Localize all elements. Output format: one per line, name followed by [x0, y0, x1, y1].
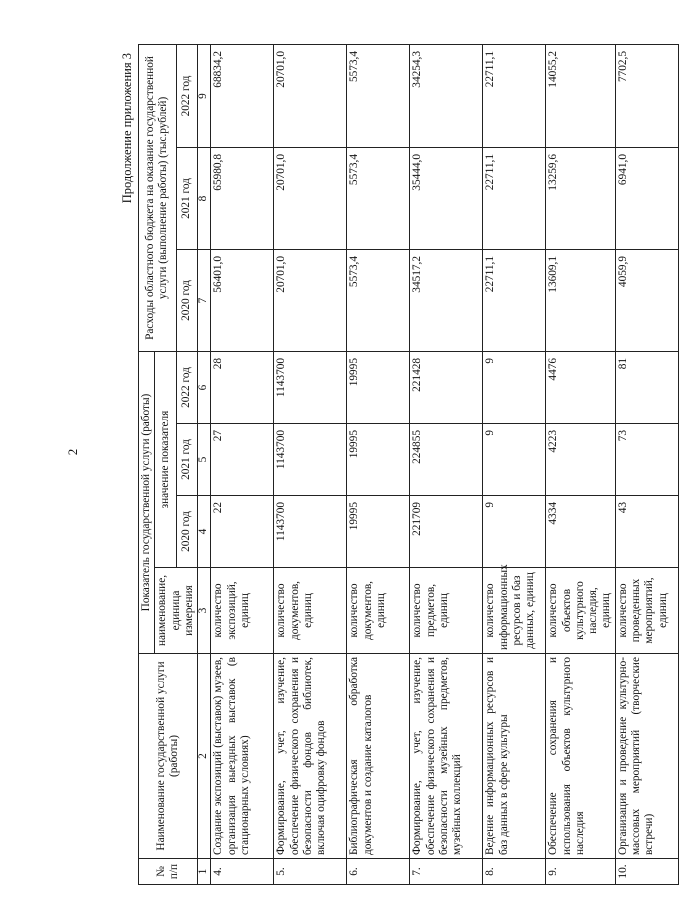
value-2020: 9 [483, 496, 546, 568]
expense-2022: 22711,1 [483, 44, 546, 147]
header-value-2022: 2022 год [176, 351, 198, 423]
header-indicator-value: значение показателя [155, 351, 176, 567]
header-num: № п/п [139, 859, 198, 885]
table-row [211, 44, 274, 884]
expense-2022: 5573,4 [347, 44, 410, 147]
indicator-unit: количество экспозиций, единиц [211, 568, 274, 654]
column-index: 9 [198, 44, 211, 147]
value-2020: 4334 [546, 496, 616, 568]
expense-2020: 5573,4 [347, 249, 410, 351]
column-index: 3 [198, 568, 211, 654]
service-name: Формирование, учет, изучение, обеспечение физического сохранения и безопасности музейных предметов, музейных коллекций [410, 654, 483, 859]
header-expense-2021: 2021 год [176, 147, 198, 249]
service-name: Организация и проведение культурно-массовых мероприятий (творческие встречи) [615, 654, 678, 859]
expense-2021: 35444,0 [410, 147, 483, 249]
expense-2021: 20701,0 [274, 147, 347, 249]
expense-2022: 14055,2 [546, 44, 616, 147]
header-expense-2020: 2020 год [176, 249, 198, 351]
service-name: Создание экспозиций (выставок) музеев, организация выездных выставок (в стационарных условиях) [211, 654, 274, 859]
column-index: 5 [198, 424, 211, 496]
value-2020: 22 [211, 496, 274, 568]
header-value-2020: 2020 год [176, 496, 198, 568]
value-2021: 224855 [410, 424, 483, 496]
value-2021: 4223 [546, 424, 616, 496]
page-number: 2 [65, 448, 80, 456]
value-2020: 43 [615, 496, 678, 568]
row-number: 7. [410, 859, 483, 885]
column-index: 2 [198, 654, 211, 859]
expense-2021: 6941,0 [615, 147, 678, 249]
rotated-page [120, 45, 669, 885]
row-number: 5. [274, 859, 347, 885]
value-2022: 28 [211, 351, 274, 423]
column-index: 4 [198, 496, 211, 568]
value-2022: 221428 [410, 351, 483, 423]
row-number: 6. [347, 859, 410, 885]
expense-2022: 20701,0 [274, 44, 347, 147]
expense-2021: 65980,8 [211, 147, 274, 249]
expense-2020: 56401,0 [211, 249, 274, 351]
value-2022: 9 [483, 351, 546, 423]
service-name: Формирование, учет, изучение, обеспечение физического сохранения и безопасности фондов библиотек, включая оцифровку фондов [274, 654, 347, 859]
service-name: Ведение информационных ресурсов и баз данных в сфере культуры [483, 654, 546, 859]
header-value-2021: 2021 год [176, 424, 198, 496]
value-2020: 1143700 [274, 496, 347, 568]
value-2022: 1143700 [274, 351, 347, 423]
indicator-unit: количество информационных ресурсов и баз данных, единиц [483, 568, 546, 654]
expense-2021: 22711,1 [483, 147, 546, 249]
table-row [274, 44, 347, 884]
expense-2020: 13609,1 [546, 249, 616, 351]
value-2022: 81 [615, 351, 678, 423]
header-expense-group: Расходы областного бюджета на оказание государственной услуги (выполнение работы) (тыс.рублей) [139, 44, 177, 351]
value-2021: 73 [615, 424, 678, 496]
value-2020: 19995 [347, 496, 410, 568]
table-row [483, 44, 546, 884]
header-expense-2022: 2022 год [176, 44, 198, 147]
table-row [546, 44, 616, 884]
expense-2020: 22711,1 [483, 249, 546, 351]
value-2022: 19995 [347, 351, 410, 423]
row-number: 9. [546, 859, 616, 885]
services-table [138, 44, 679, 885]
header-indicator-group: Показатель государственной услуги (работы) [139, 351, 155, 653]
table-row [410, 44, 483, 884]
row-number: 4. [211, 859, 274, 885]
value-2021: 27 [211, 424, 274, 496]
expense-2020: 4059,9 [615, 249, 678, 351]
indicator-unit: количество предметов, единиц [410, 568, 483, 654]
expense-2021: 5573,4 [347, 147, 410, 249]
header-service-name: Наименование государственной услуги (работы) [139, 654, 198, 859]
value-2021: 19995 [347, 424, 410, 496]
expense-2021: 13259,6 [546, 147, 616, 249]
value-2021: 1143700 [274, 424, 347, 496]
row-number: 8. [483, 859, 546, 885]
column-index-row [198, 44, 211, 884]
column-index: 1 [198, 859, 211, 885]
value-2021: 9 [483, 424, 546, 496]
table-row [615, 44, 678, 884]
expense-2022: 7702,5 [615, 44, 678, 147]
indicator-unit: количество документов, единиц [347, 568, 410, 654]
header-indicator-name: наименование, единица измерения [155, 568, 198, 654]
indicator-unit: количество документов, единиц [274, 568, 347, 654]
column-index: 7 [198, 249, 211, 351]
table-row [347, 44, 410, 884]
indicator-unit: количество проведенных мероприятий, единиц [615, 568, 678, 654]
service-name: Обеспечение сохранения и использования объектов культурного наследия [546, 654, 616, 859]
expense-2022: 34254,3 [410, 44, 483, 147]
row-number: 10. [615, 859, 678, 885]
expense-2022: 68834,2 [211, 44, 274, 147]
indicator-unit: количество объектов культурного наследия, единиц [546, 568, 616, 654]
expense-2020: 20701,0 [274, 249, 347, 351]
value-2020: 221709 [410, 496, 483, 568]
column-index: 6 [198, 351, 211, 423]
appendix-caption: Продолжение приложения 3 [120, 53, 134, 204]
column-index: 8 [198, 147, 211, 249]
value-2022: 4476 [546, 351, 616, 423]
expense-2020: 34517,2 [410, 249, 483, 351]
service-name: Библиографическая обработка документов и создание каталогов [347, 654, 410, 859]
